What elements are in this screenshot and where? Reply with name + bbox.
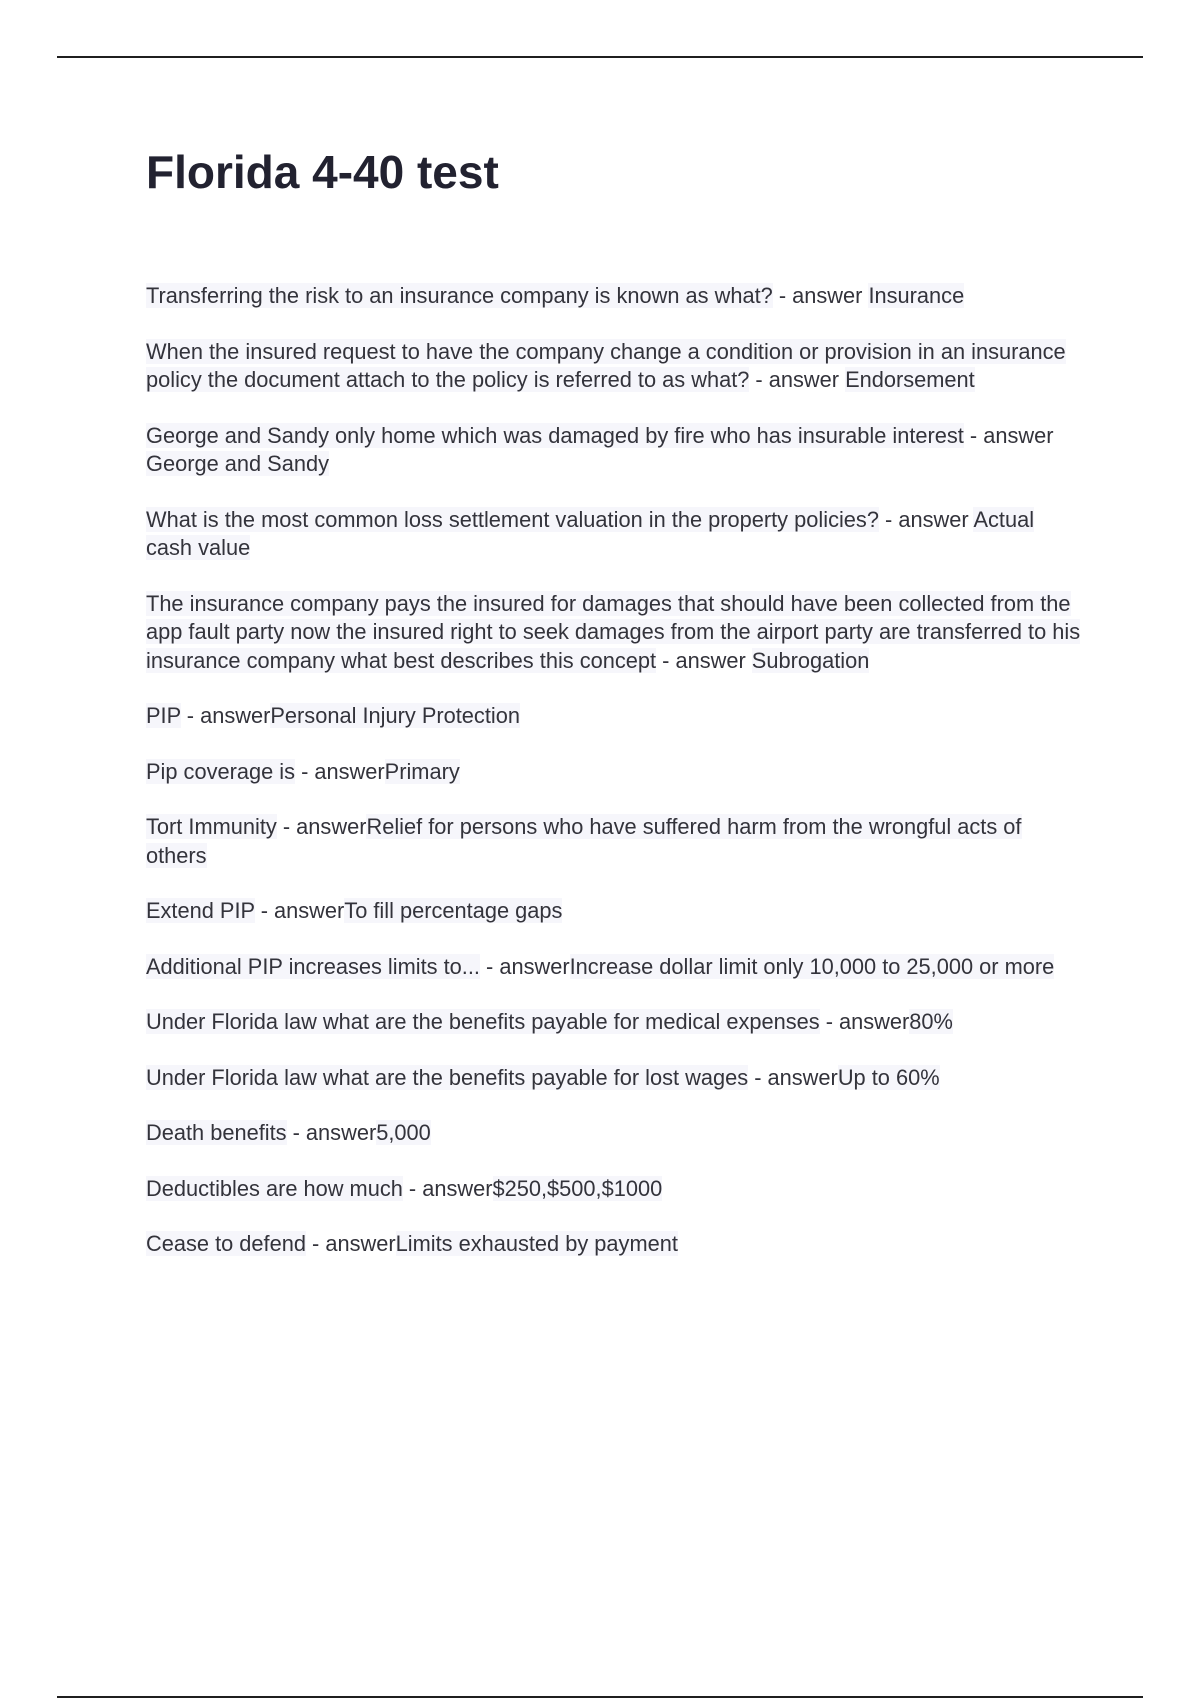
qa-separator: - answer [878, 506, 974, 532]
qa-separator: - answer [656, 647, 752, 673]
qa-answer: Subrogation [751, 647, 870, 673]
qa-answer: $250,$500,$1000 [492, 1175, 663, 1201]
qa-item [146, 1119, 1086, 1148]
qa-answer: 80% [909, 1009, 953, 1034]
qa-item [146, 282, 1086, 311]
qa-answer: Relief for persons who have suffered harm from the wrongful acts of others [146, 814, 1022, 868]
qa-answer: 5,000 [376, 1120, 431, 1145]
qa-separator: - answer [819, 1009, 910, 1034]
qa-separator: - answer [286, 1120, 377, 1145]
qa-list [146, 282, 1086, 1259]
qa-answer: To fill percentage gaps [344, 898, 563, 923]
qa-item [146, 1008, 1086, 1037]
qa-separator: - answer [295, 758, 385, 784]
qa-answer: Increase dollar limit only 10,000 to 25,000 or more [569, 953, 1055, 979]
qa-item [146, 813, 1086, 870]
qa-question: Tort Immunity [146, 814, 277, 839]
qa-question: George and Sandy only home which was damaged by fire who has insurable interest [146, 422, 964, 448]
top-rule [57, 56, 1143, 58]
qa-item [146, 1175, 1086, 1204]
qa-item [146, 422, 1086, 479]
qa-separator: - answer [276, 814, 367, 839]
qa-item [146, 1064, 1086, 1093]
document-body [146, 140, 1086, 1286]
qa-answer: Insurance [868, 283, 965, 308]
qa-separator: - answer [180, 703, 271, 728]
qa-question: Transferring the risk to an insurance company is known as what? [146, 283, 773, 308]
qa-question: When the insured request to have the company change a condition or provision in an insurance policy the document attach to the policy is referred to as what? [146, 338, 1066, 392]
qa-item [146, 897, 1086, 926]
qa-question: Deductibles are how much [146, 1175, 403, 1201]
qa-question: What is the most common loss settlement valuation in the property policies? [146, 506, 879, 532]
qa-item [146, 758, 1086, 787]
qa-item [146, 590, 1086, 676]
qa-question: Additional PIP increases limits to... [146, 953, 480, 979]
qa-separator: - answer [749, 367, 846, 392]
qa-question: Under Florida law what are the benefits payable for lost wages [146, 1064, 749, 1090]
qa-question: Extend PIP [146, 898, 255, 923]
qa-question: PIP [146, 703, 181, 728]
qa-question: Cease to defend [146, 1231, 306, 1256]
qa-answer: Personal Injury Protection [270, 703, 520, 728]
qa-question: The insurance company pays the insured for damages that should have been collected from the app fault party now the insured right to seek damages from the airport party are transferred to his insurance company what best describes this concept [146, 590, 1081, 673]
qa-separator: - answer [748, 1064, 838, 1090]
qa-answer: George and Sandy [146, 451, 329, 476]
qa-item [146, 953, 1086, 982]
qa-separator: - answer [772, 283, 869, 308]
qa-item [146, 506, 1086, 563]
document-title: Florida 4-40 test [146, 146, 499, 198]
qa-answer: Actual cash value [146, 506, 1035, 560]
qa-answer: Primary [384, 758, 460, 784]
qa-separator: - answer [963, 422, 1054, 448]
qa-question: Under Florida law what are the benefits payable for medical expenses [146, 1009, 820, 1034]
qa-separator: - answer [402, 1175, 493, 1201]
qa-separator: - answer [254, 898, 345, 923]
qa-answer: Endorsement [845, 367, 975, 392]
qa-item [146, 702, 1086, 731]
qa-item [146, 338, 1086, 395]
bottom-rule [57, 1696, 1143, 1698]
qa-separator: - answer [479, 953, 570, 979]
qa-answer: Limits exhausted by payment [395, 1231, 678, 1256]
qa-question: Pip coverage is [146, 758, 296, 784]
qa-separator: - answer [305, 1231, 396, 1256]
qa-question: Death benefits [146, 1120, 287, 1145]
qa-answer: Up to 60% [837, 1064, 940, 1090]
qa-item [146, 1230, 1086, 1259]
